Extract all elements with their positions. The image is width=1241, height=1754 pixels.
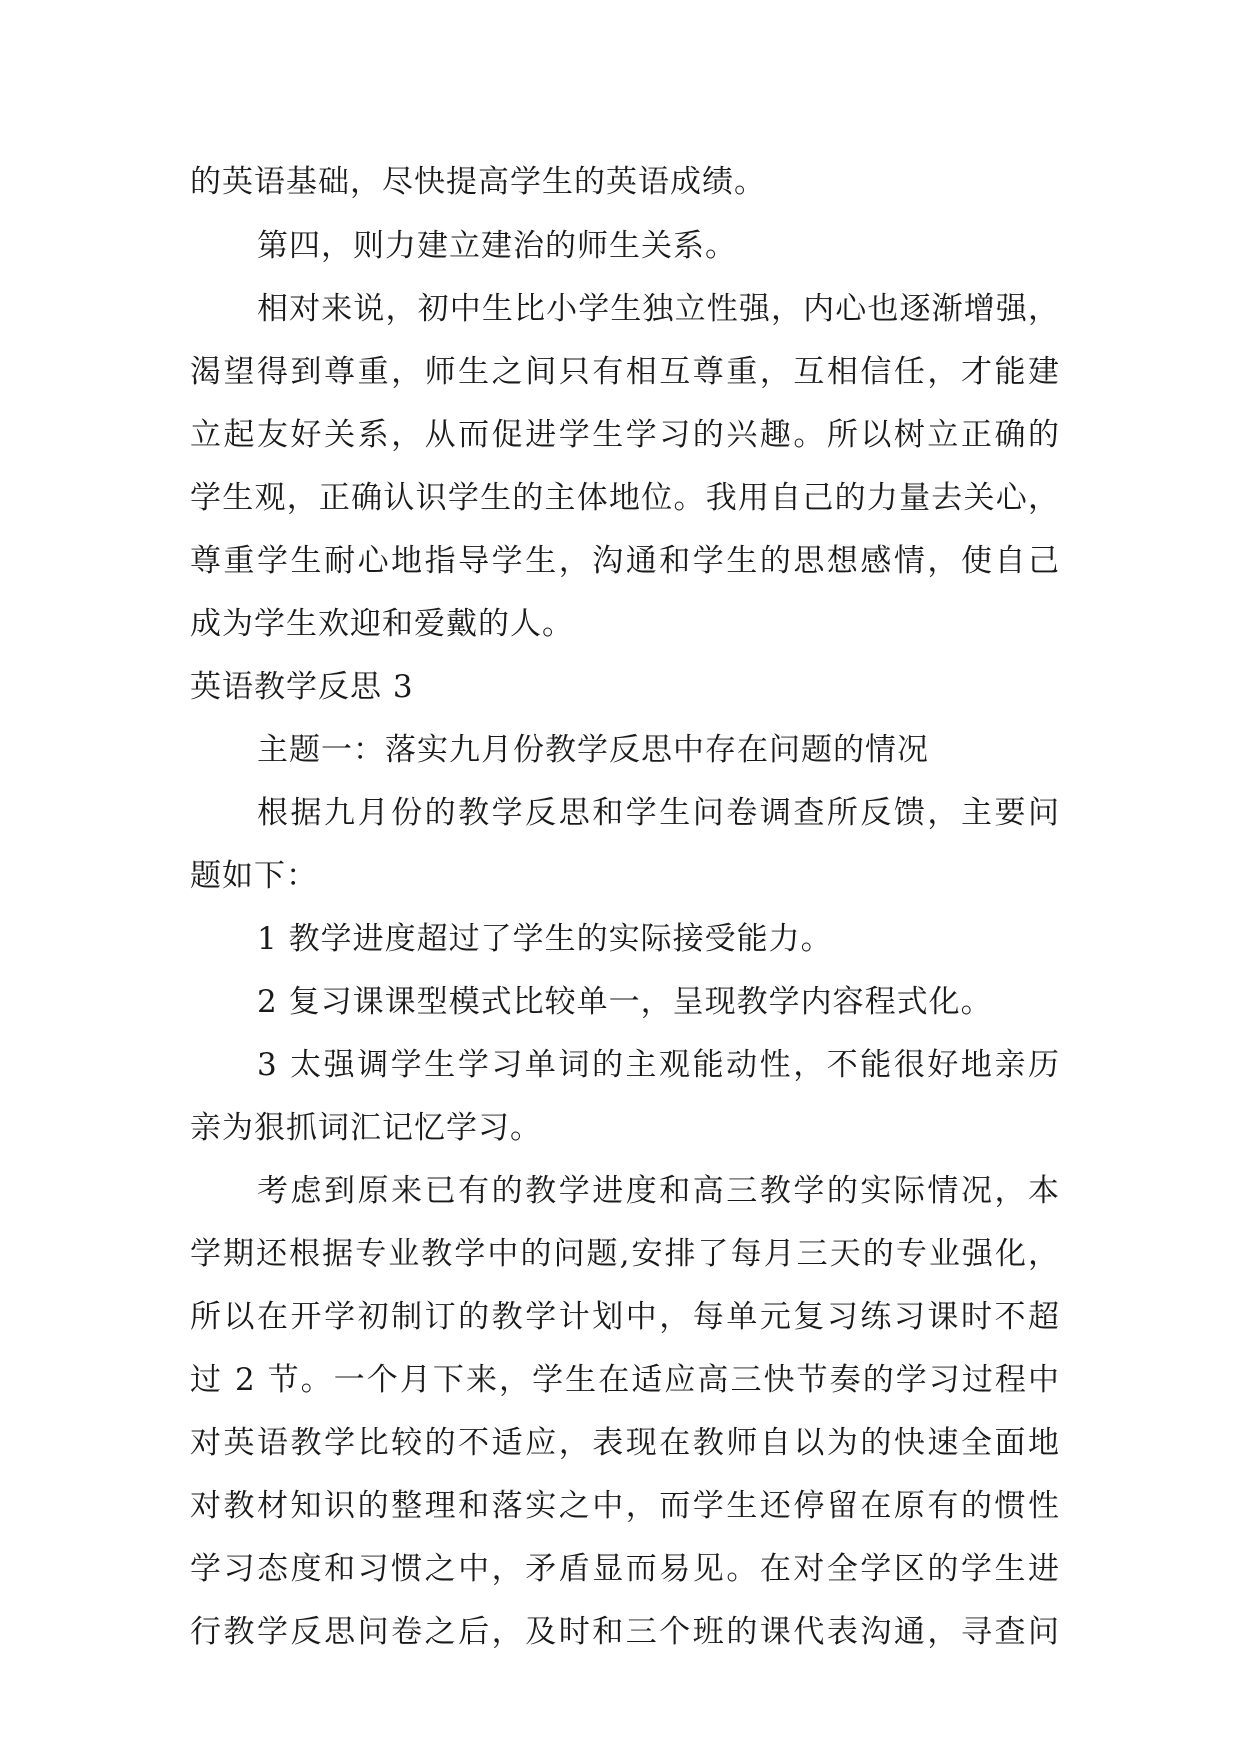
topic-heading: 主题一：落实九月份教学反思中存在问题的情况 xyxy=(257,732,929,768)
section-heading: 英语教学反思 3 xyxy=(190,669,414,705)
list-item: 1 教学进度超过了学生的实际接受能力。 xyxy=(257,921,833,957)
text-line: 相对来说，初中生比小学生独立性强，内心也逐渐增强， xyxy=(257,291,1060,327)
list-item: 3 太强调学生学习单词的主观能动性，不能很好地亲历 xyxy=(257,1047,1060,1083)
text-line: 考虑到原来已有的教学进度和高三教学的实际情况，本 xyxy=(257,1173,1060,1209)
text-line: 对教材知识的整理和落实之中，而学生还停留在原有的惯性 xyxy=(190,1488,1060,1524)
text-line: 成为学生欢迎和爱戴的人。 xyxy=(190,606,574,642)
text-line: 尊重学生耐心地指导学生，沟通和学生的思想感情，使自己 xyxy=(190,543,1060,579)
text-line: 对英语教学比较的不适应，表现在教师自以为的快速全面地 xyxy=(190,1425,1060,1461)
text-line: 所以在开学初制订的教学计划中，每单元复习练习课时不超 xyxy=(190,1299,1060,1335)
text-line: 渴望得到尊重，师生之间只有相互尊重，互相信任，才能建 xyxy=(190,354,1060,390)
text-line: 根据九月份的教学反思和学生问卷调查所反馈，主要问 xyxy=(257,795,1060,831)
text-line: 行教学反思问卷之后，及时和三个班的课代表沟通，寻查问 xyxy=(190,1614,1060,1650)
text-line: 学期还根据专业教学中的问题,安排了每月三天的专业强化， xyxy=(190,1236,1060,1272)
text-line: 的英语基础，尽快提高学生的英语成绩。 xyxy=(190,164,766,200)
text-line: 学生观，正确认识学生的主体地位。我用自己的力量去关心， xyxy=(190,480,1060,516)
text-line: 题如下： xyxy=(190,858,318,894)
text-line: 立起友好关系，从而促进学生学习的兴趣。所以树立正确的 xyxy=(190,417,1060,453)
text-line: 第四，则力建立建治的师生关系。 xyxy=(257,228,737,264)
text-line: 学习态度和习惯之中，矛盾显而易见。在对全学区的学生进 xyxy=(190,1551,1060,1587)
list-item: 2 复习课课型模式比较单一，呈现教学内容程式化。 xyxy=(257,984,993,1020)
text-line: 过 2 节。一个月下来，学生在适应高三快节奏的学习过程中 xyxy=(190,1362,1060,1398)
text-line: 亲为狠抓词汇记忆学习。 xyxy=(190,1110,542,1146)
